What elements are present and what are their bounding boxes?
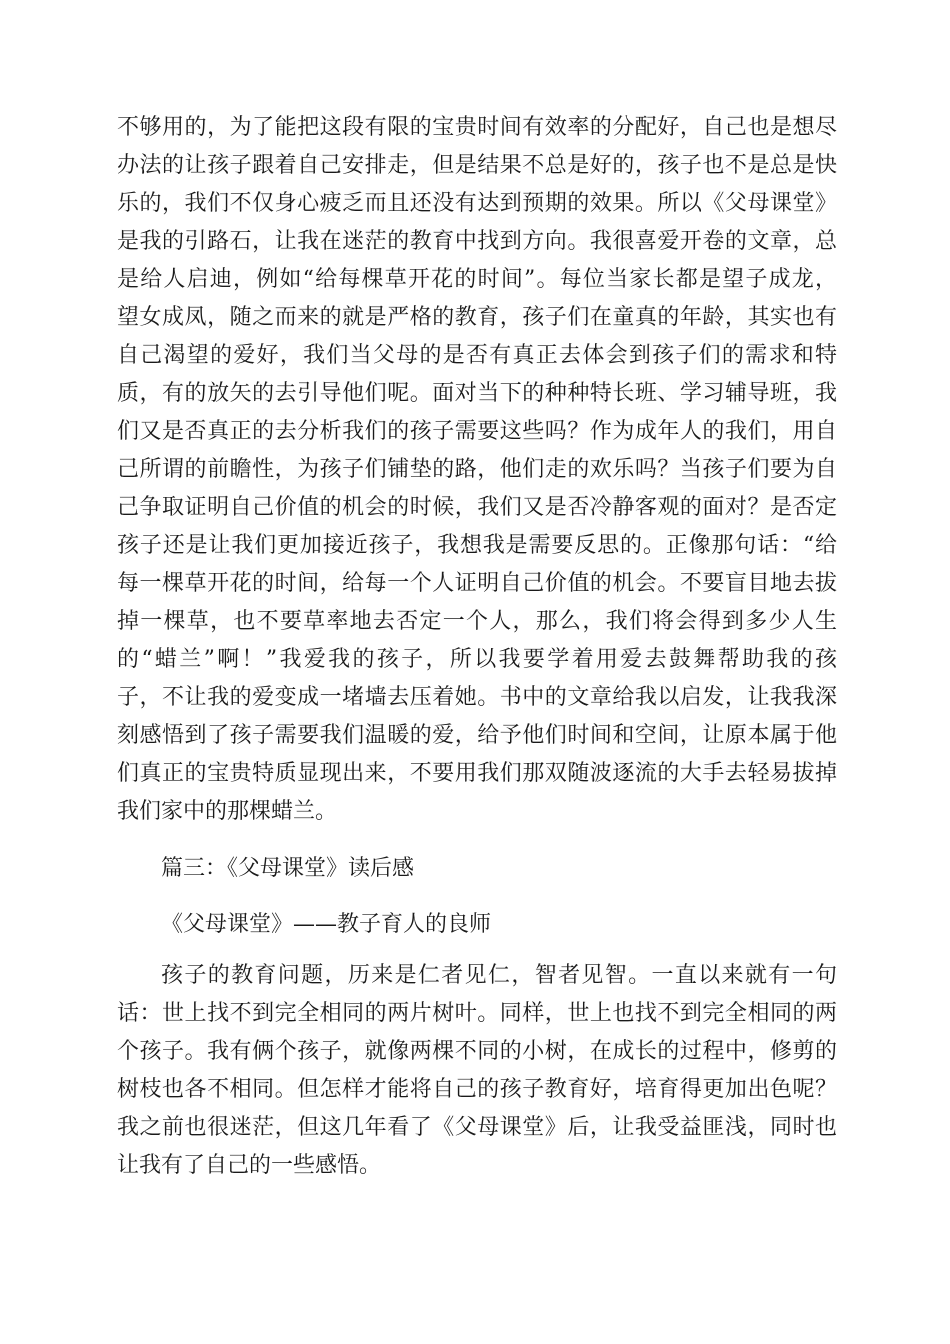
paragraph-line: 孩子的教育问题，历来是仁者见仁，智者见智。一直以来就有一句: [161, 963, 837, 988]
paragraph-line: 们又是否真正的去分析我们的孩子需要这些吗？作为成年人的我们，用自: [117, 419, 837, 444]
paragraph-line: 办法的让孩子跟着自己安排走，但是结果不总是好的，孩子也不是总是快: [117, 153, 837, 178]
paragraph-line: 们真正的宝贵特质显现出来，不要用我们那双随波逐流的大手去轻易拔掉: [117, 761, 837, 786]
paragraph-line: 子，不让我的爱变成一堵墙去压着她。书中的文章给我以启发，让我我深: [117, 685, 837, 710]
paragraph-line: 自己渴望的爱好，我们当父母的是否有真正去体会到孩子们的需求和特: [117, 343, 837, 368]
paragraph-line: 望女成凤，随之而来的就是严格的教育，孩子们在童真的年龄，其实也有: [117, 305, 837, 330]
paragraph-line: 个孩子。我有俩个孩子，就像两棵不同的小树，在成长的过程中，修剪的: [117, 1039, 837, 1064]
paragraph-line: 是我的引路石，让我在迷茫的教育中找到方向。我很喜爱开卷的文章，总: [117, 229, 837, 254]
paragraph-line: 每一棵草开花的时间，给每一个人证明自己价值的机会。不要盲目地去拔: [117, 571, 837, 596]
paragraph-line: 乐的，我们不仅身心疲乏而且还没有达到预期的效果。所以《父母课堂》: [117, 191, 837, 216]
paragraph-line: 孩子还是让我们更加接近孩子，我想我是需要反思的。正像那句话：“给: [117, 533, 837, 558]
article-subtitle: 《父母课堂》——教子育人的良师: [161, 912, 492, 937]
paragraph-line: 掉一棵草，也不要草率地去否定一个人，那么，我们将会得到多少人生: [117, 609, 837, 634]
paragraph-line: 己争取证明自己价值的机会的时候，我们又是否冷静客观的面对？是否定: [117, 495, 837, 520]
paragraph-line: 树枝也各不相同。但怎样才能将自己的孩子教育好，培育得更加出色呢？: [117, 1077, 837, 1102]
paragraph-line: 己所谓的前瞻性，为孩子们铺垫的路，他们走的欢乐吗？当孩子们要为自: [117, 457, 837, 482]
paragraph-line: 的“蜡兰”啊！”我爱我的孩子，所以我要学着用爱去鼓舞帮助我的孩: [117, 647, 837, 672]
paragraph-line: 让我有了自己的一些感悟。: [117, 1153, 382, 1178]
paragraph-line: 不够用的，为了能把这段有限的宝贵时间有效率的分配好，自己也是想尽: [117, 115, 837, 140]
section-heading: 篇三：《父母课堂》读后感: [161, 856, 415, 881]
paragraph-line: 是给人启迪，例如“给每棵草开花的时间”。每位当家长都是望子成龙，: [117, 267, 837, 292]
paragraph-line: 刻感悟到了孩子需要我们温暖的爱，给予他们时间和空间，让原本属于他: [117, 723, 837, 748]
paragraph-line: 我之前也很迷茫，但这几年看了《父母课堂》后，让我受益匪浅，同时也: [117, 1115, 837, 1140]
paragraph-line: 质，有的放矢的去引导他们呢。面对当下的种种特长班、学习辅导班，我: [117, 381, 837, 406]
paragraph-line: 我们家中的那棵蜡兰。: [117, 799, 338, 824]
paragraph-line: 话：世上找不到完全相同的两片树叶。同样，世上也找不到完全相同的两: [117, 1001, 837, 1026]
